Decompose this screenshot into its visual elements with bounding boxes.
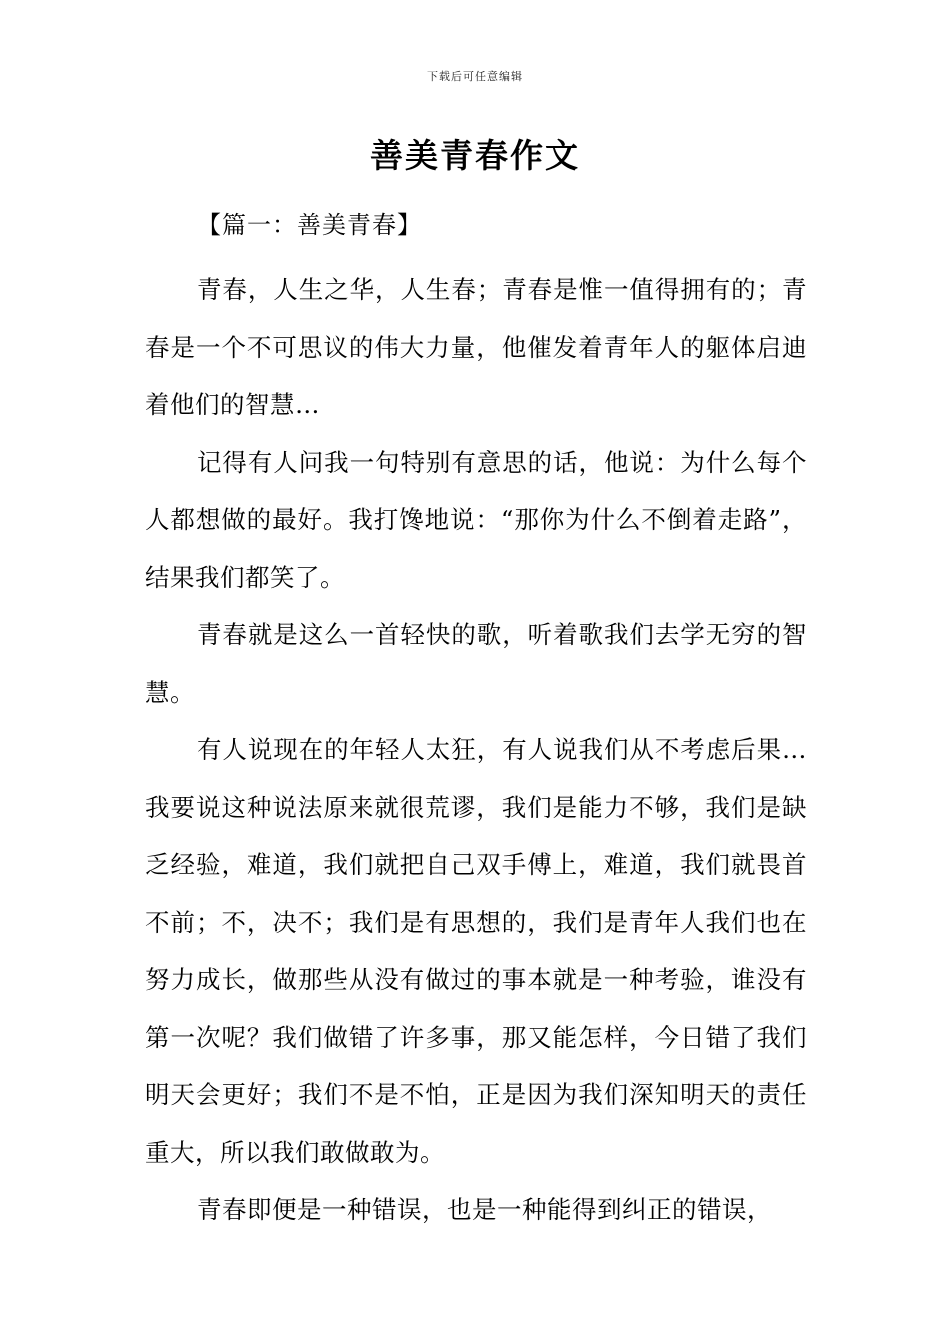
section-heading: 【篇一：善美青春】 xyxy=(197,211,422,239)
paragraph-3: 青春就是这么一首轻快的歌，听着歌我们去学无穷的智慧。 xyxy=(145,620,807,707)
paragraph-5: 青春即便是一种错误，也是一种能得到纠正的错误， xyxy=(197,1195,772,1224)
paragraph-1: 青春，人生之华，人生春；青春是惟一值得拥有的；青春是一个不可思议的伟大力量，他催发着青年人的躯体启迪着他们的智慧… xyxy=(145,275,807,419)
document-body xyxy=(145,205,807,1239)
paragraph-4: 有人说现在的年轻人太狂，有人说我们从不考虑后果…我要说这种说法原来就很荒谬，我们是能力不够，我们是缺乏经验，难道，我们就把自己双手傅上，难道，我们就畏首不前；不，决不；我们是有思想的，我们是青年人我们也在努力成长，做那些从没有做过的事本就是一种考验，谁没有第一次呢？我们做错了许多事，那又能怎样，今日错了我们明天会更好；我们不是不怕，正是因为我们深知明天的责任重大，所以我们敢做敢为。 xyxy=(145,735,807,1167)
paragraph-2: 记得有人问我一句特别有意思的话，他说：为什么每个人都想做的最好。我打馋地说：“那你为什么不倒着走路”，结果我们都笑了。 xyxy=(145,447,807,592)
document-title: 善美青春作文 xyxy=(370,136,580,175)
header-note: 下载后可任意编辑 xyxy=(427,70,523,83)
